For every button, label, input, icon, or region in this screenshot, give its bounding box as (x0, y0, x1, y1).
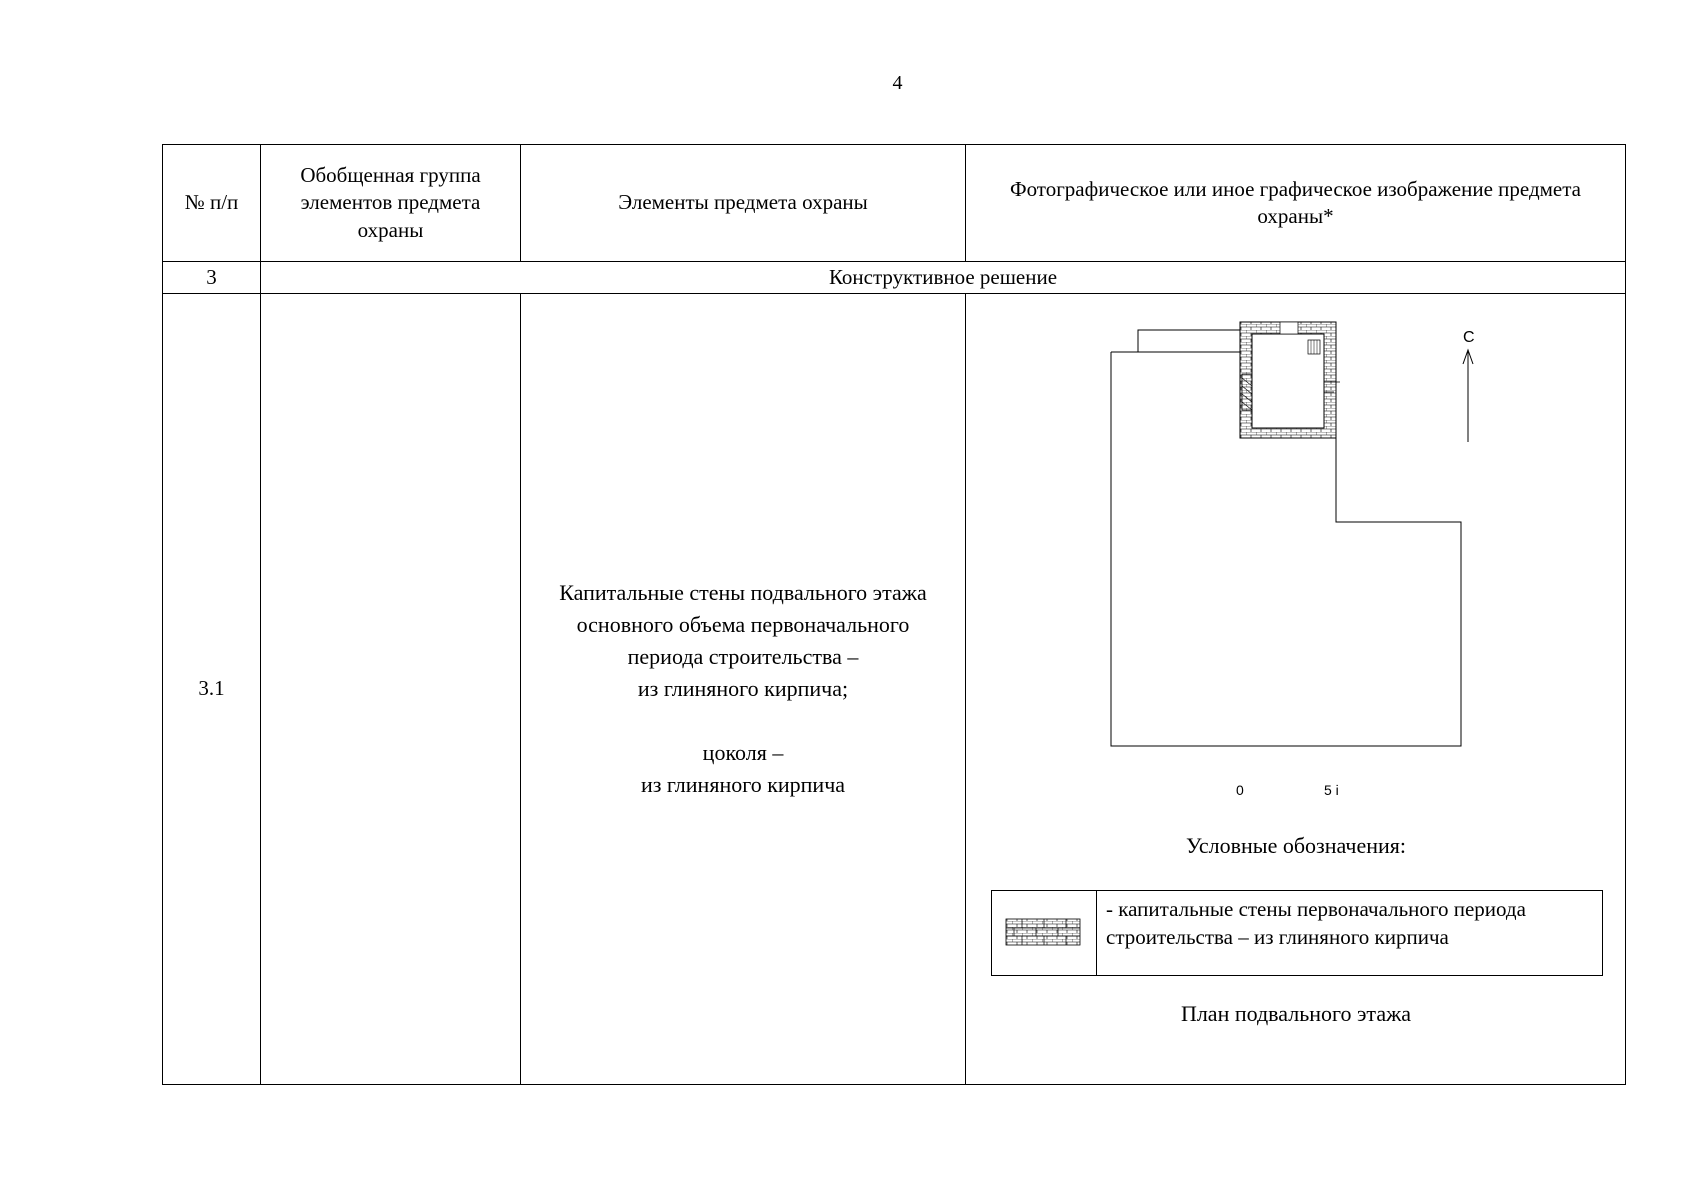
section-number: 3 (163, 262, 261, 294)
legend-title: Условные обозначения: (1185, 833, 1407, 858)
scale-labels (1236, 781, 1346, 811)
legend-text: - капитальные стены первоначального периода строительства – из глиняного кирпича (1106, 897, 1526, 949)
page-number: 4 (892, 72, 903, 94)
figure (966, 294, 1625, 1084)
row-group (261, 294, 521, 1085)
row-elements (521, 294, 966, 1085)
brick-walls (1240, 322, 1340, 438)
row-image (966, 294, 1626, 1085)
north-label: С (1463, 329, 1475, 346)
elements-line: из глиняного кирпича (640, 772, 846, 797)
elements-line: из глиняного кирпича; (637, 676, 849, 701)
elements-line: Капитальные стены подвального этажа (559, 580, 927, 605)
header-group: Обобщенная группа элементов предмета охраны (261, 145, 521, 262)
protection-table (162, 144, 1626, 1085)
header-row (163, 145, 1626, 262)
elements-text (521, 577, 965, 801)
row-number: 3.1 (163, 294, 261, 1085)
section-title: Конструктивное решение (261, 262, 1626, 294)
plan-caption: План подвального этажа (1180, 1001, 1412, 1026)
brick-swatch-icon (992, 891, 1096, 975)
legend (991, 890, 1603, 976)
header-elements: Элементы предмета охраны (521, 145, 966, 262)
scale-end: 5 і (1324, 782, 1339, 798)
elements-line: цоколя – (702, 740, 784, 765)
legend-swatch-cell (992, 891, 1097, 975)
scale-start: 0 (1236, 782, 1244, 798)
basement-plan (966, 294, 1626, 774)
elements-line: периода строительства – (627, 644, 859, 669)
elements-line: основного объема первоначального (576, 612, 910, 637)
table-row (163, 294, 1626, 1085)
header-image: Фотографическое или иное графическое изображение предмета охраны* (966, 145, 1626, 262)
header-number: № п/п (163, 145, 261, 262)
section-row (163, 262, 1626, 294)
north-arrow-icon (1463, 350, 1473, 442)
